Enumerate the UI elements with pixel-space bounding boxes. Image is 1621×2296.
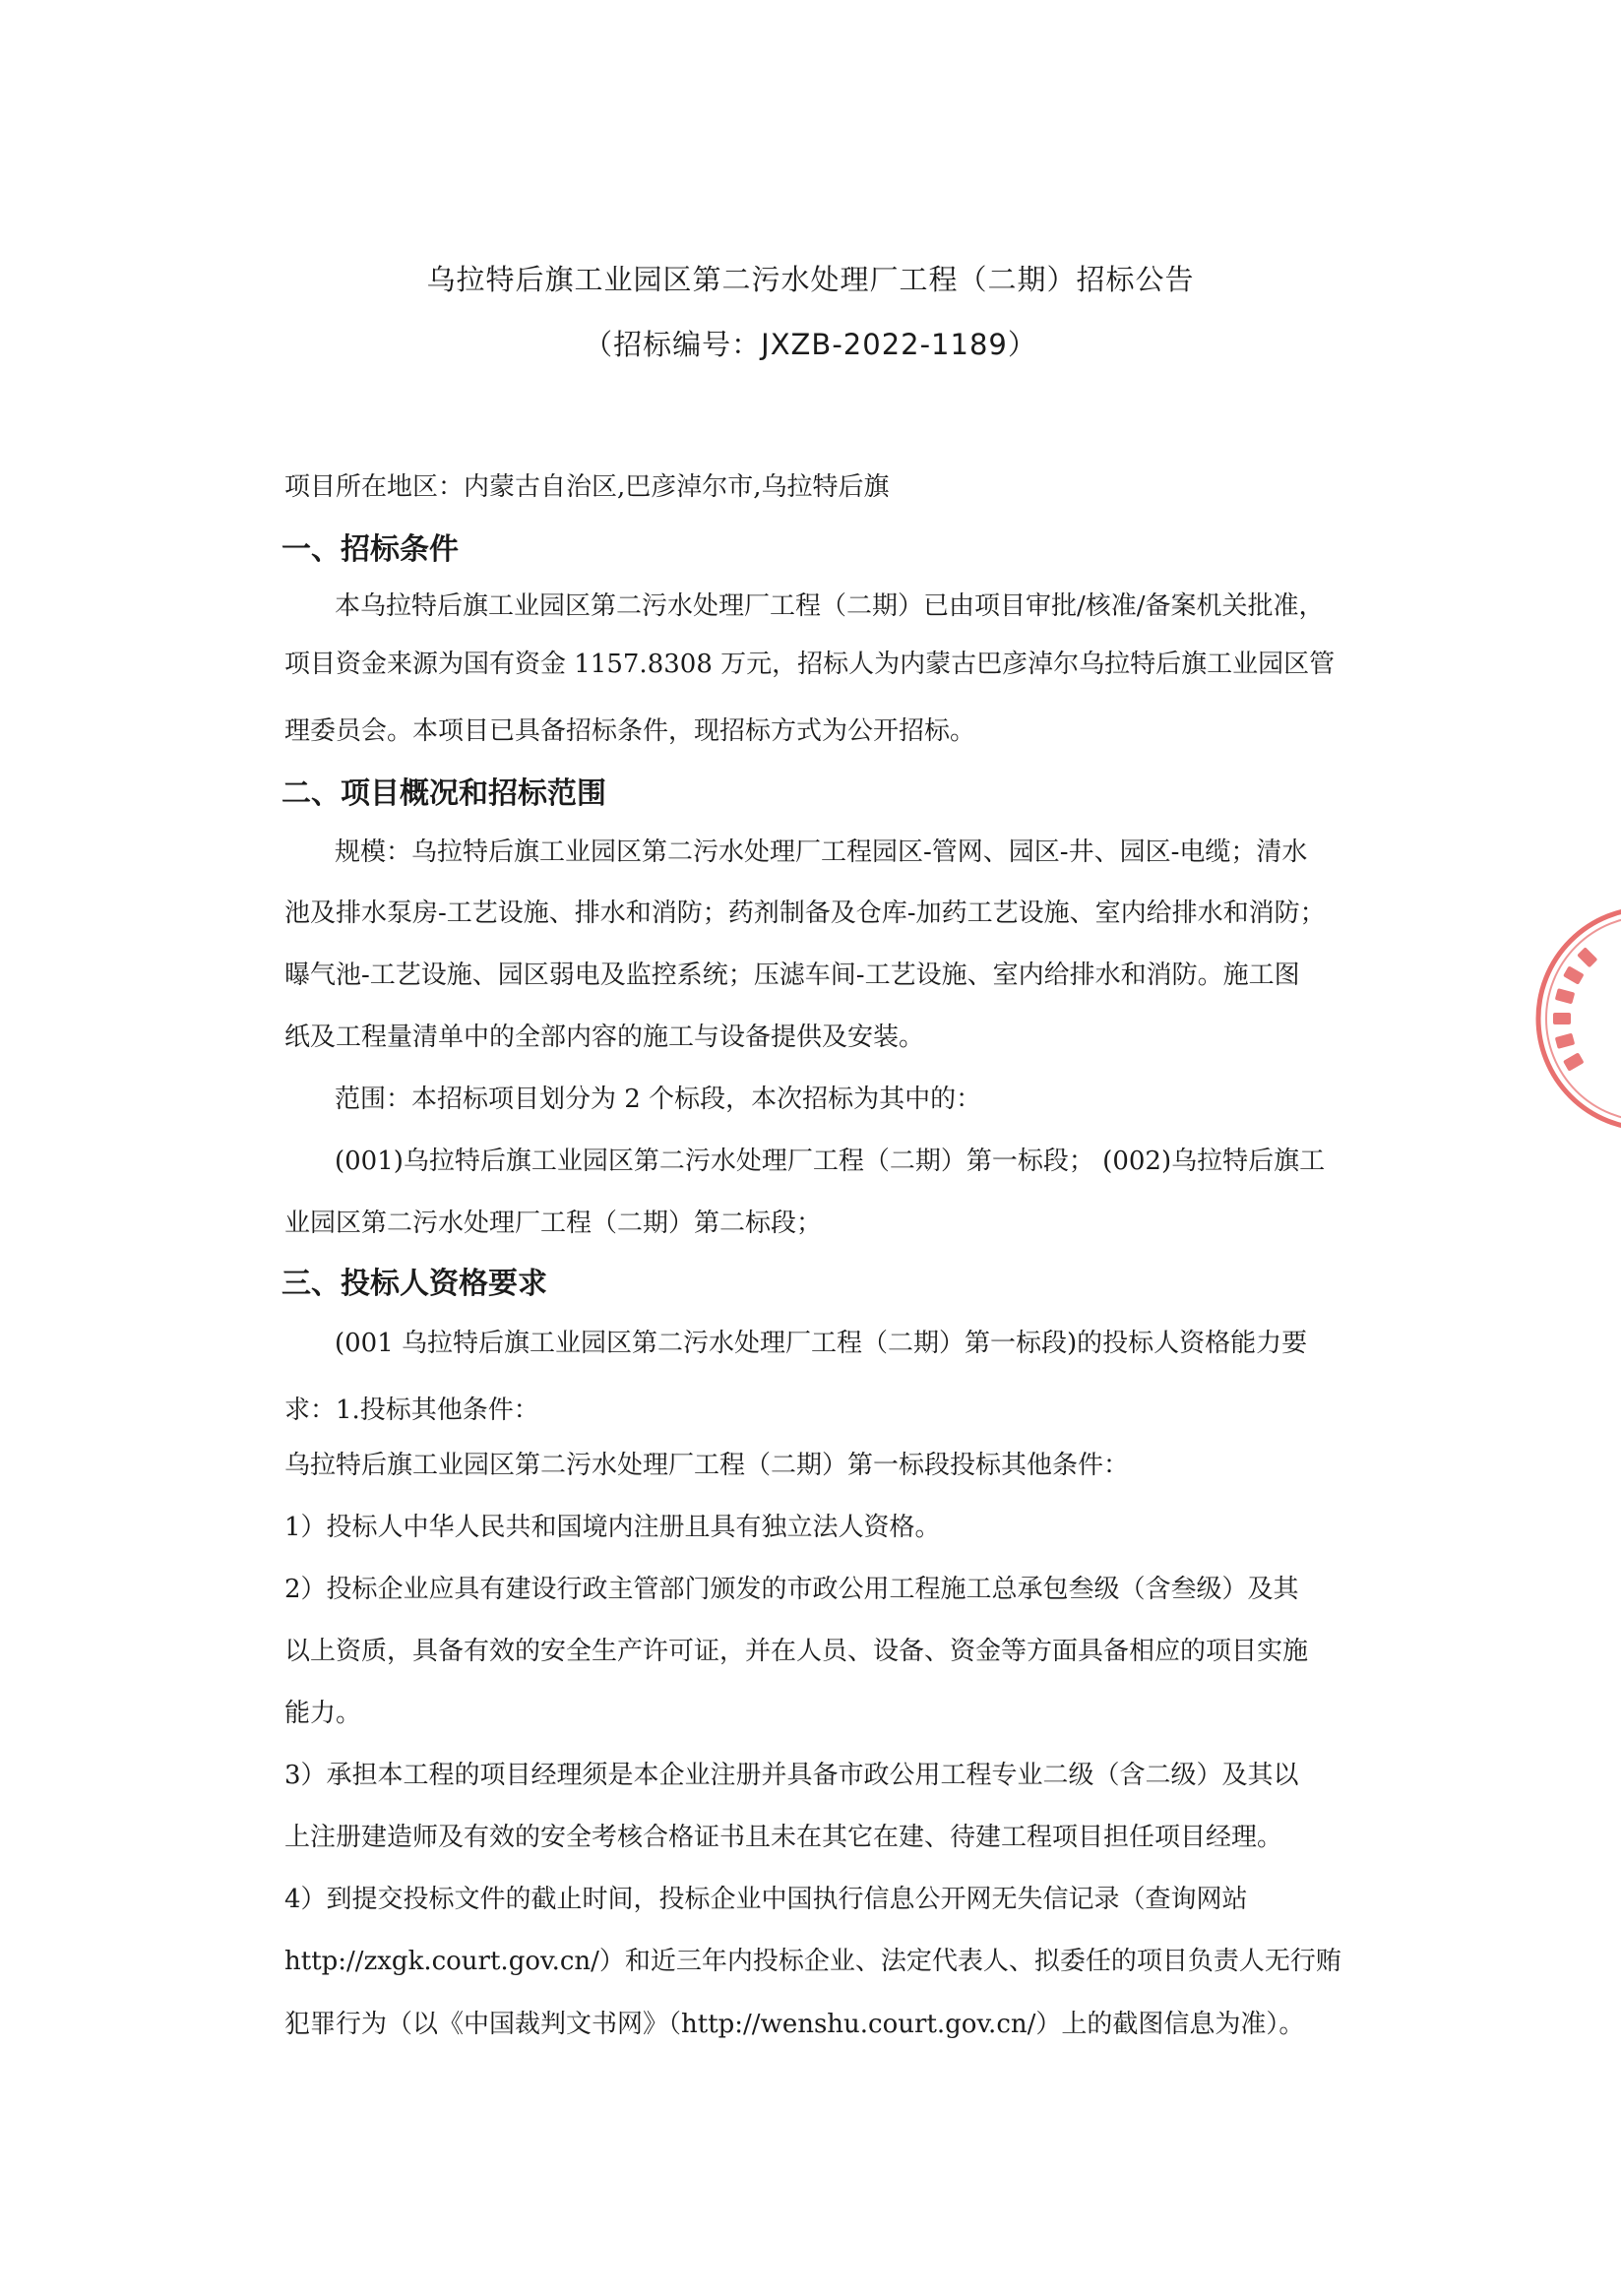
section-1-line: 项目资金来源为国有资金 1157.8308 万元，招标人为内蒙古巴彦淖尔乌拉特后旗工业园区管 xyxy=(284,650,1336,679)
section-1-line: 本乌拉特后旗工业园区第二污水处理厂工程（二期）已由项目审批/核准/备案机关批准， xyxy=(335,591,1325,621)
section-2-heading: 二、项目概况和招标范围 xyxy=(281,776,606,811)
seal-glyph-mark xyxy=(1555,1033,1575,1049)
section-3-line: 1）投标人中华人民共和国境内注册且具有独立法人资格。 xyxy=(284,1513,941,1542)
seal-glyph-mark xyxy=(1555,988,1575,1004)
section-2-line: 池及排水泵房-工艺设施、排水和消防；药剂制备及仓库-加药工艺设施、室内给排水和消防； xyxy=(284,899,1326,928)
document-title: 乌拉特后旗工业园区第二污水处理厂工程（二期）招标公告 xyxy=(426,263,1195,296)
section-3-line: 能力。 xyxy=(284,1699,362,1728)
section-3-heading: 三、投标人资格要求 xyxy=(281,1267,547,1301)
project-region: 项目所在地区：内蒙古自治区,巴彦淖尔市,乌拉特后旗 xyxy=(284,472,890,502)
seal-glyph-mark xyxy=(1563,965,1585,984)
seal-glyph-mark xyxy=(1577,947,1597,967)
section-3-line: http://zxgk.court.gov.cn/）和近三年内投标企业、法定代表人、拟委任的项目负责人无行贿 xyxy=(284,1947,1341,1976)
section-3-line: 4）到提交投标文件的截止时间，投标企业中国执行信息公开网无失信记录（查询网站 xyxy=(284,1885,1248,1914)
section-3-line: (001 乌拉特后旗工业园区第二污水处理厂工程（二期）第一标段)的投标人资格能力要 xyxy=(335,1329,1308,1358)
tender-code: （招标编号：JXZB-2022-1189） xyxy=(584,328,1037,361)
official-seal-stamp xyxy=(1530,900,1621,1137)
section-3-line: 求：1.投标其他条件： xyxy=(284,1396,539,1425)
section-2-line: 业园区第二污水处理厂工程（二期）第二标段； xyxy=(284,1209,823,1238)
section-2-line: (001)乌拉特后旗工业园区第二污水处理厂工程（二期）第一标段； (002)乌拉特后旗工 xyxy=(335,1147,1326,1176)
section-1-heading: 一、招标条件 xyxy=(281,532,459,567)
section-3-line: 3）承担本工程的项目经理须是本企业注册并具备市政公用工程专业二级（含二级）及其以 xyxy=(284,1761,1299,1790)
section-3-line: 以上资质，具备有效的安全生产许可证，并在人员、设备、资金等方面具备相应的项目实施 xyxy=(284,1637,1309,1666)
section-2-line: 曝气池-工艺设施、园区弱电及监控系统；压滤车间-工艺设施、室内给排水和消防。施工图 xyxy=(284,961,1300,990)
section-3-line: 2）投标企业应具有建设行政主管部门颁发的市政公用工程施工总承包叁级（含叁级）及其 xyxy=(284,1575,1299,1604)
section-2-line: 纸及工程量清单中的全部内容的施工与设备提供及安装。 xyxy=(284,1023,925,1052)
seal-glyph-mark xyxy=(1553,1013,1571,1024)
section-3-line: 犯罪行为（以《中国裁判文书网》（http://wenshu.court.gov.cn/）上的截图信息为准）。 xyxy=(284,2010,1305,2039)
section-3-line: 上注册建造师及有效的安全考核合格证书且未在其它在建、待建工程项目担任项目经理。 xyxy=(284,1823,1283,1852)
section-2-line: 范围：本招标项目划分为 2 个标段，本次招标为其中的： xyxy=(335,1085,982,1114)
section-1-line: 理委员会。本项目已具备招标条件，现招标方式为公开招标。 xyxy=(284,716,976,746)
section-2-line: 规模：乌拉特后旗工业园区第二污水处理厂工程园区-管网、园区-井、园区-电缆；清水 xyxy=(335,838,1308,867)
section-3-line: 乌拉特后旗工业园区第二污水处理厂工程（二期）第一标段投标其他条件： xyxy=(284,1451,1130,1480)
seal-glyph-mark xyxy=(1563,1052,1585,1071)
